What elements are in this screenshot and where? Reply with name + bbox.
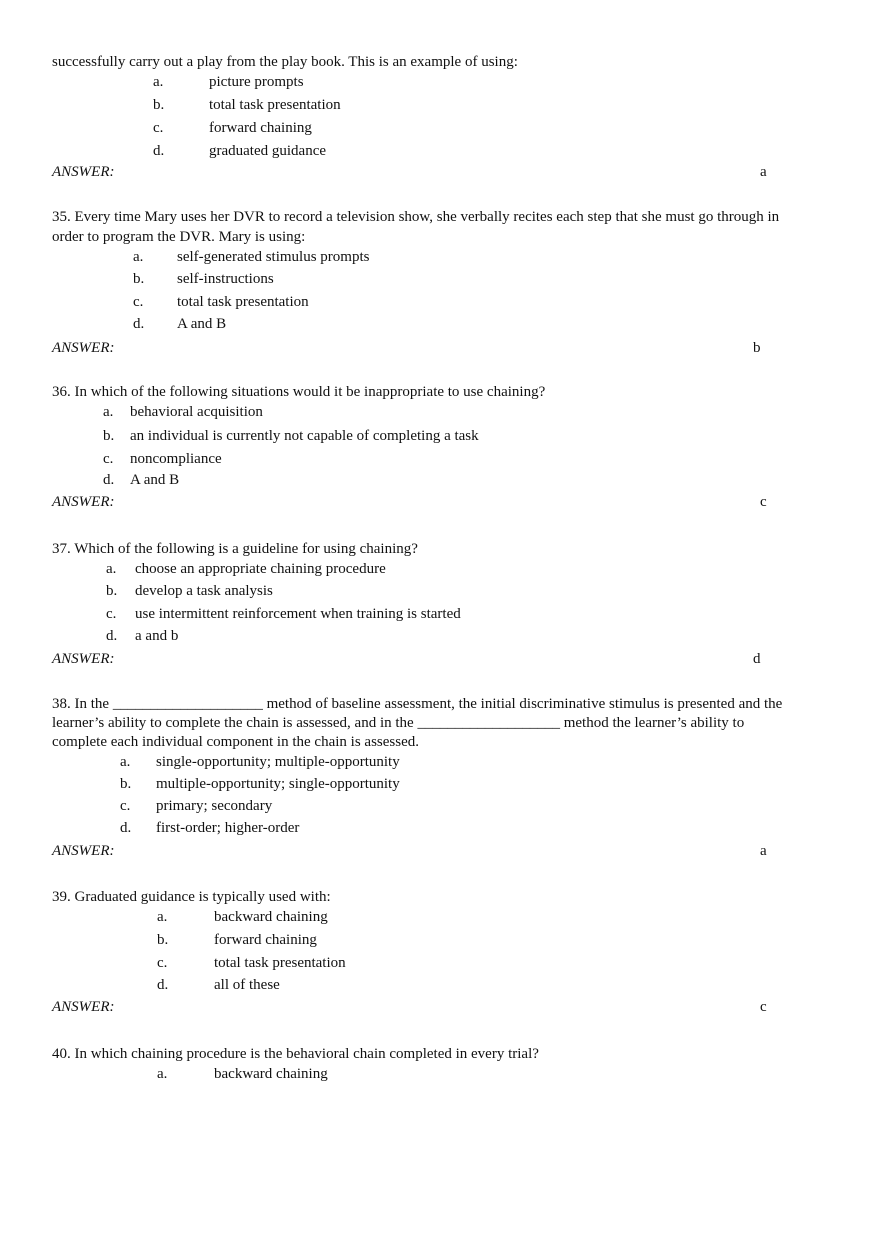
- question-39-stem: 39. Graduated guidance is typically used with:: [52, 889, 331, 905]
- answer-label: ANSWER:: [52, 164, 115, 180]
- answer-value: d: [753, 651, 761, 667]
- option-letter: a.: [153, 74, 164, 90]
- option-letter: d.: [153, 143, 165, 159]
- option-text: an individual is currently not capable of completing a task: [130, 428, 479, 444]
- option-text: behavioral acquisition: [130, 404, 263, 420]
- option-text: choose an appropriate chaining procedure: [135, 561, 386, 577]
- option-text: total task presentation: [209, 97, 341, 113]
- option-letter: a.: [120, 754, 131, 770]
- option-text: develop a task analysis: [135, 583, 273, 599]
- option-letter: a.: [157, 909, 168, 925]
- option-text: multiple-opportunity; single-opportunity: [156, 776, 400, 792]
- option-text: self-instructions: [177, 271, 274, 287]
- option-letter: b.: [153, 97, 165, 113]
- question-35-stem-line-1: 35. Every time Mary uses her DVR to record a television show, she verbally recites each step that she must go through in: [52, 209, 780, 225]
- option-letter: b.: [120, 776, 132, 792]
- answer-label: ANSWER:: [52, 651, 115, 667]
- option-text: noncompliance: [130, 451, 222, 467]
- question-38-stem-line-2: learner’s ability to complete the chain is assessed, and in the ___________________ method the learner’s ability to: [52, 715, 745, 731]
- option-text: backward chaining: [214, 1066, 328, 1082]
- option-text: total task presentation: [177, 294, 309, 310]
- option-letter: b.: [106, 583, 118, 599]
- option-text: first-order; higher-order: [156, 820, 300, 836]
- option-text: total task presentation: [214, 955, 346, 971]
- option-letter: a.: [133, 249, 144, 265]
- question-36-stem: 36. In which of the following situations would it be inappropriate to use chaining?: [52, 384, 546, 400]
- option-text: all of these: [214, 977, 280, 993]
- option-letter: d.: [106, 628, 118, 644]
- option-text: use intermittent reinforcement when training is started: [135, 606, 461, 622]
- option-letter: c.: [153, 120, 164, 136]
- option-letter: c.: [120, 798, 131, 814]
- option-text: primary; secondary: [156, 798, 273, 814]
- answer-label: ANSWER:: [52, 999, 115, 1015]
- option-text: a and b: [135, 628, 179, 644]
- question-38-stem-line-3: complete each individual component in the chain is assessed.: [52, 734, 419, 750]
- option-text: forward chaining: [209, 120, 312, 136]
- option-text: single-opportunity; multiple-opportunity: [156, 754, 400, 770]
- answer-label: ANSWER:: [52, 494, 115, 510]
- option-letter: c.: [103, 451, 114, 467]
- answer-value: a: [760, 843, 767, 859]
- answer-label: ANSWER:: [52, 340, 115, 356]
- answer-label: ANSWER:: [52, 843, 115, 859]
- option-letter: a.: [106, 561, 117, 577]
- option-text: self-generated stimulus prompts: [177, 249, 370, 265]
- question-37-stem: 37. Which of the following is a guideline for using chaining?: [52, 541, 418, 557]
- option-letter: d.: [103, 472, 115, 488]
- option-letter: d.: [120, 820, 132, 836]
- option-text: A and B: [177, 316, 227, 332]
- option-letter: a.: [157, 1066, 168, 1082]
- question-34-stem: successfully carry out a play from the play book. This is an example of using:: [52, 54, 518, 70]
- option-text: forward chaining: [214, 932, 317, 948]
- answer-value: c: [760, 999, 767, 1015]
- option-text: A and B: [130, 472, 180, 488]
- option-text: picture prompts: [209, 74, 304, 90]
- option-letter: c.: [106, 606, 117, 622]
- option-letter: d.: [133, 316, 145, 332]
- option-letter: b.: [133, 271, 145, 287]
- option-letter: d.: [157, 977, 169, 993]
- question-38-stem-line-1: 38. In the ____________________ method of baseline assessment, the initial discriminative stimulus is presented and the: [52, 696, 783, 712]
- option-text: graduated guidance: [209, 143, 327, 159]
- answer-value: a: [760, 164, 767, 180]
- question-35-stem-line-2: order to program the DVR. Mary is using:: [52, 229, 306, 245]
- option-letter: c.: [133, 294, 144, 310]
- option-text: backward chaining: [214, 909, 328, 925]
- option-letter: b.: [103, 428, 115, 444]
- answer-value: b: [753, 340, 761, 356]
- option-letter: c.: [157, 955, 168, 971]
- option-letter: b.: [157, 932, 169, 948]
- answer-value: c: [760, 494, 767, 510]
- question-40-stem: 40. In which chaining procedure is the behavioral chain completed in every trial?: [52, 1046, 539, 1062]
- option-letter: a.: [103, 404, 114, 420]
